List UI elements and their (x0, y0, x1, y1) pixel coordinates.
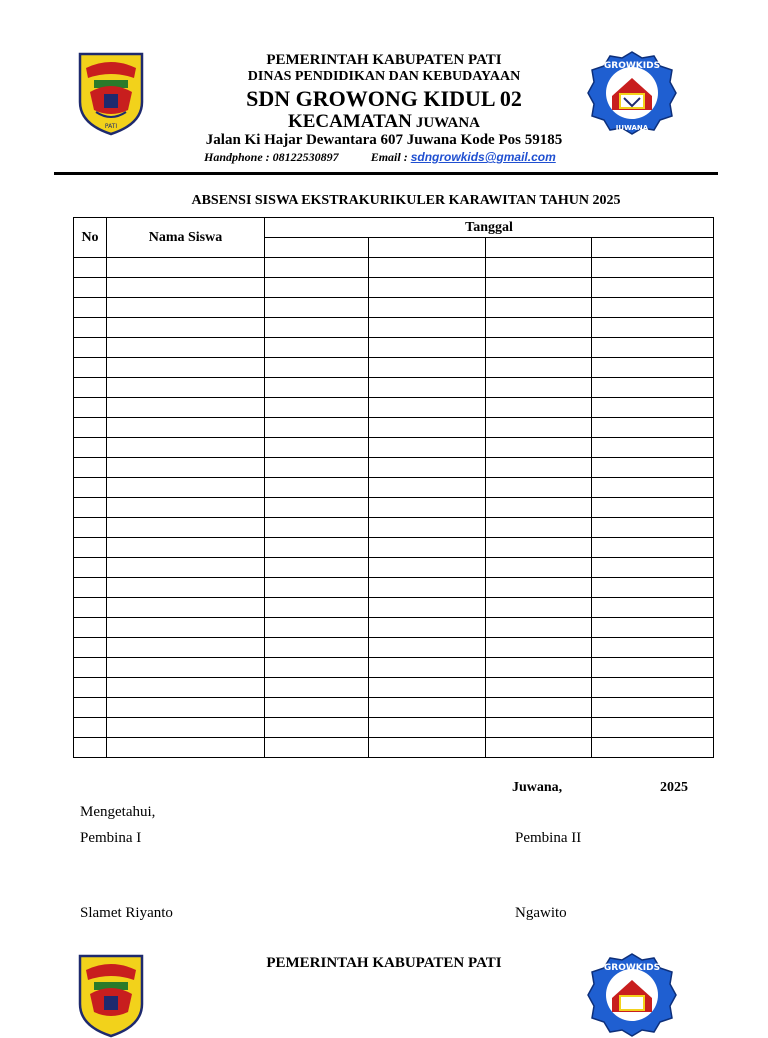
row-date-cell (486, 338, 592, 358)
row-date-cell (486, 358, 592, 378)
acknowledge-label: Mengetahui, (80, 804, 156, 820)
row-date-cell (369, 698, 486, 718)
row-date-cell (369, 358, 486, 378)
table-row (74, 478, 714, 498)
row-date-cell (265, 678, 369, 698)
row-no-cell (74, 458, 107, 478)
row-date-cell (369, 478, 486, 498)
row-date-cell (369, 418, 486, 438)
row-date-cell (265, 618, 369, 638)
row-no-cell (74, 638, 107, 658)
table-row (74, 258, 714, 278)
row-name-cell (107, 698, 265, 718)
row-name-cell (107, 498, 265, 518)
row-name-cell (107, 298, 265, 318)
row-date-cell (265, 318, 369, 338)
date-column-cell (369, 238, 486, 258)
row-name-cell (107, 558, 265, 578)
row-date-cell (369, 318, 486, 338)
row-no-cell (74, 478, 107, 498)
row-date-cell (592, 258, 714, 278)
logo-right2-text-top: GROWKIDS (603, 963, 661, 973)
row-no-cell (74, 558, 107, 578)
document-title: ABSENSI SISWA EKSTRAKURIKULER KARAWITAN TAHUN 2025 (191, 193, 621, 208)
kecamatan-line (150, 111, 618, 133)
row-no-cell (74, 298, 107, 318)
row-name-cell (107, 418, 265, 438)
row-date-cell (592, 558, 714, 578)
row-date-cell (265, 718, 369, 738)
row-date-cell (369, 578, 486, 598)
row-no-cell (74, 698, 107, 718)
table-row (74, 278, 714, 298)
row-date-cell (369, 678, 486, 698)
row-date-cell (369, 658, 486, 678)
school-name: SDN GROWONG KIDUL 02 (246, 86, 522, 111)
row-date-cell (592, 738, 714, 758)
table-row (74, 638, 714, 658)
row-date-cell (265, 338, 369, 358)
row-date-cell (592, 718, 714, 738)
table-row (74, 518, 714, 538)
row-date-cell (265, 398, 369, 418)
row-date-cell (265, 598, 369, 618)
row-no-cell (74, 438, 107, 458)
table-row (74, 378, 714, 398)
row-name-cell (107, 518, 265, 538)
row-date-cell (265, 518, 369, 538)
table-row (74, 578, 714, 598)
row-date-cell (592, 698, 714, 718)
pati-regency-logo (76, 50, 146, 136)
row-date-cell (369, 378, 486, 398)
row-name-cell (107, 618, 265, 638)
email-label: Email : (370, 150, 408, 164)
table-row (74, 558, 714, 578)
row-date-cell (369, 638, 486, 658)
row-date-cell (265, 498, 369, 518)
row-name-cell (107, 638, 265, 658)
row-name-cell (107, 578, 265, 598)
row-date-cell (592, 538, 714, 558)
row-date-cell (486, 518, 592, 538)
row-date-cell (592, 658, 714, 678)
row-date-cell (265, 258, 369, 278)
row-date-cell (486, 578, 592, 598)
row-name-cell (107, 538, 265, 558)
row-date-cell (486, 398, 592, 418)
row-no-cell (74, 518, 107, 538)
row-date-cell (265, 418, 369, 438)
row-date-cell (486, 418, 592, 438)
header-line-1: PEMERINTAH KABUPATEN PATI (266, 52, 502, 68)
row-date-cell (592, 438, 714, 458)
row-date-cell (265, 278, 369, 298)
row-date-cell (592, 338, 714, 358)
row-date-cell (486, 638, 592, 658)
logo-right-text-top: GROWKIDS (603, 61, 661, 71)
email-link[interactable]: sdngrowkids@gmail.com (410, 150, 556, 164)
row-date-cell (486, 458, 592, 478)
row-date-cell (592, 458, 714, 478)
row-date-cell (369, 738, 486, 758)
row-date-cell (265, 438, 369, 458)
row-no-cell (74, 678, 107, 698)
table-row (74, 718, 714, 738)
row-no-cell (74, 658, 107, 678)
row-date-cell (265, 478, 369, 498)
row-date-cell (265, 538, 369, 558)
row-date-cell (369, 258, 486, 278)
row-date-cell (486, 618, 592, 638)
row-date-cell (369, 518, 486, 538)
row-date-cell (369, 598, 486, 618)
signature-place: Juwana, (512, 780, 563, 795)
row-date-cell (486, 258, 592, 278)
signer-name-1: Slamet Riyanto (80, 905, 173, 921)
row-no-cell (74, 718, 107, 738)
row-date-cell (265, 638, 369, 658)
row-date-cell (486, 378, 592, 398)
row-date-cell (369, 338, 486, 358)
row-date-cell (486, 698, 592, 718)
signer-name-2: Ngawito (515, 905, 567, 921)
row-date-cell (592, 318, 714, 338)
row-date-cell (265, 378, 369, 398)
row-date-cell (265, 578, 369, 598)
kecamatan-name: JUWANA (415, 115, 480, 131)
kecamatan-label: KECAMATAN (287, 111, 412, 132)
table-row (74, 618, 714, 638)
row-no-cell (74, 258, 107, 278)
row-date-cell (369, 718, 486, 738)
table-row (74, 398, 714, 418)
role-pembina-2: Pembina II (515, 830, 582, 846)
row-no-cell (74, 318, 107, 338)
row-date-cell (369, 458, 486, 478)
row-no-cell (74, 278, 107, 298)
row-date-cell (592, 378, 714, 398)
row-date-cell (592, 278, 714, 298)
row-date-cell (592, 398, 714, 418)
date-column-cell (486, 238, 592, 258)
row-name-cell (107, 318, 265, 338)
row-date-cell (592, 598, 714, 618)
row-name-cell (107, 458, 265, 478)
row-no-cell (74, 358, 107, 378)
date-column-cell (265, 238, 369, 258)
row-no-cell (74, 398, 107, 418)
table-row (74, 678, 714, 698)
row-date-cell (486, 538, 592, 558)
row-date-cell (592, 618, 714, 638)
table-row (74, 438, 714, 458)
row-no-cell (74, 598, 107, 618)
row-date-cell (265, 558, 369, 578)
row-date-cell (265, 458, 369, 478)
row-date-cell (592, 518, 714, 538)
row-name-cell (107, 478, 265, 498)
header-nama-siswa: Nama Siswa (107, 218, 265, 258)
row-date-cell (486, 598, 592, 618)
signature-year: 2025 (660, 780, 688, 795)
row-name-cell (107, 358, 265, 378)
row-name-cell (107, 398, 265, 418)
date-column-cell (592, 238, 714, 258)
row-date-cell (486, 298, 592, 318)
table-row (74, 298, 714, 318)
row-name-cell (107, 438, 265, 458)
row-name-cell (107, 378, 265, 398)
row-name-cell (107, 278, 265, 298)
table-row (74, 538, 714, 558)
row-name-cell (107, 738, 265, 758)
row-date-cell (486, 498, 592, 518)
page2-header-line-1: PEMERINTAH KABUPATEN PATI (266, 955, 502, 971)
row-date-cell (592, 418, 714, 438)
row-date-cell (592, 358, 714, 378)
row-date-cell (369, 498, 486, 518)
row-date-cell (265, 738, 369, 758)
table-row (74, 698, 714, 718)
row-date-cell (486, 478, 592, 498)
row-date-cell (369, 398, 486, 418)
row-name-cell (107, 338, 265, 358)
row-no-cell (74, 338, 107, 358)
row-date-cell (592, 298, 714, 318)
row-no-cell (74, 738, 107, 758)
logo-left-text: PATI (104, 123, 118, 130)
row-name-cell (107, 678, 265, 698)
row-no-cell (74, 618, 107, 638)
row-name-cell (107, 598, 265, 618)
row-date-cell (592, 638, 714, 658)
table-row (74, 658, 714, 678)
table-row (74, 598, 714, 618)
row-no-cell (74, 418, 107, 438)
table-row (74, 318, 714, 338)
role-pembina-1: Pembina I (80, 830, 142, 846)
phone-number: Handphone : 08122530897 (204, 150, 339, 164)
row-date-cell (486, 278, 592, 298)
row-no-cell (74, 498, 107, 518)
row-date-cell (369, 558, 486, 578)
attendance-table (73, 217, 714, 758)
row-date-cell (486, 658, 592, 678)
row-date-cell (369, 278, 486, 298)
row-date-cell (592, 678, 714, 698)
row-date-cell (486, 718, 592, 738)
row-date-cell (265, 358, 369, 378)
row-no-cell (74, 538, 107, 558)
row-no-cell (74, 378, 107, 398)
pati-regency-logo-page2 (76, 952, 146, 1038)
row-date-cell (592, 478, 714, 498)
table-row (74, 358, 714, 378)
table-row (74, 338, 714, 358)
row-date-cell (265, 298, 369, 318)
logo-right-text-bottom: JUWANA (615, 124, 649, 132)
row-date-cell (486, 318, 592, 338)
row-date-cell (369, 538, 486, 558)
row-date-cell (486, 738, 592, 758)
row-date-cell (265, 658, 369, 678)
attendance-body (74, 258, 714, 758)
row-date-cell (486, 558, 592, 578)
letterhead-divider (54, 172, 718, 175)
row-date-cell (486, 678, 592, 698)
contact-line (204, 150, 556, 165)
row-date-cell (265, 698, 369, 718)
table-row (74, 738, 714, 758)
row-date-cell (486, 438, 592, 458)
row-name-cell (107, 718, 265, 738)
row-name-cell (107, 258, 265, 278)
row-date-cell (369, 438, 486, 458)
row-date-cell (369, 298, 486, 318)
row-date-cell (592, 578, 714, 598)
row-no-cell (74, 578, 107, 598)
table-row (74, 418, 714, 438)
header-tanggal: Tanggal (265, 218, 714, 238)
header-no: No (74, 218, 107, 258)
school-address: Jalan Ki Hajar Dewantara 607 Juwana Kode Pos 59185 (205, 132, 563, 148)
row-date-cell (592, 498, 714, 518)
header-line-2: DINAS PENDIDIKAN DAN KEBUDAYAAN (247, 69, 521, 84)
table-row (74, 498, 714, 518)
row-name-cell (107, 658, 265, 678)
row-date-cell (369, 618, 486, 638)
table-row (74, 458, 714, 478)
